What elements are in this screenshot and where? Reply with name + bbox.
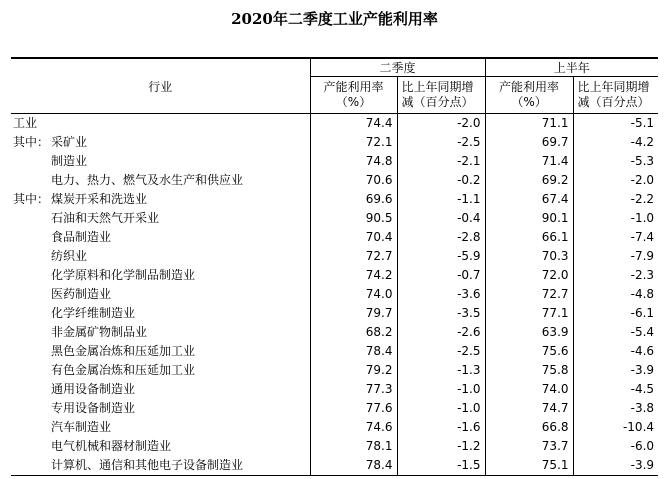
industry-cell xyxy=(11,437,310,456)
industry-cell xyxy=(11,418,310,437)
h1-change-cell: -4.2 xyxy=(630,135,655,149)
h1-rate-cell: 72.0 xyxy=(485,266,573,285)
h1-rate-cell: 75.6 xyxy=(485,342,573,361)
q2-change-cell: -1.2 xyxy=(397,437,485,456)
industry-cell xyxy=(11,209,310,228)
q2-change-cell: -5.9 xyxy=(397,247,485,266)
q2-rate-cell: 74.2 xyxy=(310,266,397,285)
industry-name: 电气机械和器材制造业 xyxy=(51,439,172,453)
h1-change-cell: -5.1 xyxy=(630,116,655,130)
table-row xyxy=(11,133,658,152)
industry-name: 通用设备制造业 xyxy=(51,382,136,396)
industry-name: 化学纤维制造业 xyxy=(51,306,136,320)
h1-change-cell: -3.9 xyxy=(630,363,655,377)
header-h1-change: 比上年同期增 减（百分点） xyxy=(573,77,658,114)
h1-rate-cell: 71.4 xyxy=(485,152,573,171)
q2-rate-cell: 77.6 xyxy=(310,399,397,418)
h1-rate-cell: 69.2 xyxy=(485,171,573,190)
h1-change-cell: -2.0 xyxy=(630,173,655,187)
q2-rate-cell: 72.7 xyxy=(310,247,397,266)
h1-change-cell: -10.4 xyxy=(622,420,655,434)
q2-rate-cell: 68.2 xyxy=(310,323,397,342)
industry-name: 汽车制造业 xyxy=(51,420,112,434)
q2-change-cell: -1.6 xyxy=(397,418,485,437)
h1-change-cell: -3.9 xyxy=(573,456,658,476)
industry-cell xyxy=(11,285,310,304)
industry-cell xyxy=(11,323,310,342)
h1-change-cell: -2.2 xyxy=(630,192,655,206)
q2-rate-cell: 70.6 xyxy=(310,171,397,190)
h1-rate-cell: 69.7 xyxy=(485,133,573,152)
h1-rate-cell: 90.1 xyxy=(485,209,573,228)
h1-change-cell: -4.5 xyxy=(630,382,655,396)
q2-rate-cell: 78.4 xyxy=(310,456,397,476)
industry-cell xyxy=(11,361,310,380)
q2-rate-cell: 74.6 xyxy=(310,418,397,437)
table-row xyxy=(11,456,658,476)
row-prefix: 其中： xyxy=(13,192,50,206)
header-group-q2: 二季度 xyxy=(310,58,485,77)
h1-change-cell: -2.3 xyxy=(630,268,655,282)
q2-rate-cell: 78.1 xyxy=(310,437,397,456)
h1-rate-cell: 75.1 xyxy=(485,456,573,476)
table-row xyxy=(11,209,658,228)
industry-cell xyxy=(11,342,310,361)
industry-name: 制造业 xyxy=(51,154,88,168)
industry-cell xyxy=(11,399,310,418)
table-header xyxy=(11,58,658,114)
q2-rate-cell: 74.0 xyxy=(310,285,397,304)
industry-name: 食品制造业 xyxy=(51,230,112,244)
q2-change-cell: -1.0 xyxy=(397,399,485,418)
capacity-utilization-table xyxy=(11,57,658,476)
industry-name: 化学原料和化学制品制造业 xyxy=(51,268,196,282)
q2-change-cell: -2.1 xyxy=(397,152,485,171)
table-row xyxy=(11,190,658,209)
industry-cell xyxy=(11,247,310,266)
q2-change-cell: -0.4 xyxy=(397,209,485,228)
table-row xyxy=(11,171,658,190)
table-row xyxy=(11,266,658,285)
q2-rate-cell: 78.4 xyxy=(310,342,397,361)
h1-change-cell: -1.0 xyxy=(630,211,655,225)
h1-rate-cell: 73.7 xyxy=(485,437,573,456)
table-row xyxy=(11,114,658,134)
h1-change-cell: -5.3 xyxy=(630,154,655,168)
table-row xyxy=(11,152,658,171)
q2-rate-cell: 77.3 xyxy=(310,380,397,399)
q2-change-cell: -3.6 xyxy=(397,285,485,304)
industry-cell xyxy=(11,114,310,134)
industry-name: 专用设备制造业 xyxy=(51,401,136,415)
table-row xyxy=(11,418,658,437)
table-row xyxy=(11,437,658,456)
table-row xyxy=(11,399,658,418)
h1-change-cell: -4.6 xyxy=(630,344,655,358)
table-row xyxy=(11,323,658,342)
table-body xyxy=(11,114,658,476)
q2-change-cell: -1.1 xyxy=(397,190,485,209)
q2-rate-cell: 74.8 xyxy=(310,152,397,171)
header-q2-rate: 产能利用率 （%） xyxy=(310,77,397,114)
h1-rate-cell: 74.7 xyxy=(485,399,573,418)
industry-cell xyxy=(11,152,310,171)
industry-name: 纺织业 xyxy=(51,249,88,263)
industry-cell xyxy=(11,171,310,190)
q2-change-cell: -2.5 xyxy=(397,342,485,361)
q2-change-cell: -2.8 xyxy=(397,228,485,247)
table-row xyxy=(11,228,658,247)
page-title: 2020年二季度工业产能利用率 xyxy=(231,10,438,28)
industry-cell xyxy=(11,133,310,152)
q2-change-cell: -1.0 xyxy=(397,380,485,399)
h1-change-cell: -3.8 xyxy=(630,401,655,415)
q2-rate-cell: 72.1 xyxy=(310,133,397,152)
industry-name: 医药制造业 xyxy=(51,287,112,301)
q2-change-cell: -2.0 xyxy=(397,114,485,134)
header-group-h1: 上半年 xyxy=(485,58,658,77)
q2-change-cell: -0.7 xyxy=(397,266,485,285)
h1-rate-cell: 71.1 xyxy=(485,114,573,134)
row-prefix: 其中： xyxy=(13,135,50,149)
h1-rate-cell: 74.0 xyxy=(485,380,573,399)
q2-rate-cell: 74.4 xyxy=(310,114,397,134)
header-h1-rate: 产能利用率 （%） xyxy=(485,77,573,114)
industry-cell xyxy=(11,380,310,399)
h1-change-cell: -4.8 xyxy=(630,287,655,301)
industry-cell xyxy=(11,190,310,209)
h1-change-cell: -6.0 xyxy=(630,439,655,453)
table-row xyxy=(11,380,658,399)
q2-rate-cell: 79.2 xyxy=(310,361,397,380)
industry-cell xyxy=(11,304,310,323)
header-q2-change: 比上年同期增 减（百分点） xyxy=(397,77,485,114)
q2-change-cell: -2.5 xyxy=(397,133,485,152)
q2-change-cell: -1.3 xyxy=(397,361,485,380)
industry-cell xyxy=(11,456,310,476)
table-row xyxy=(11,247,658,266)
h1-rate-cell: 75.8 xyxy=(485,361,573,380)
industry-name: 有色金属冶炼和压延加工业 xyxy=(51,363,196,377)
q2-change-cell: -3.5 xyxy=(397,304,485,323)
q2-change-cell: -0.2 xyxy=(397,171,485,190)
q2-change-cell: -2.6 xyxy=(397,323,485,342)
header-industry: 行业 xyxy=(11,58,310,114)
h1-rate-cell: 67.4 xyxy=(485,190,573,209)
q2-change-cell: -1.5 xyxy=(397,456,485,476)
h1-change-cell: -6.1 xyxy=(630,306,655,320)
h1-rate-cell: 66.8 xyxy=(485,418,573,437)
q2-rate-cell: 90.5 xyxy=(310,209,397,228)
industry-name: 电力、热力、燃气及水生产和供应业 xyxy=(51,173,244,187)
table-row xyxy=(11,361,658,380)
industry-name: 石油和天然气开采业 xyxy=(51,211,160,225)
h1-rate-cell: 72.7 xyxy=(485,285,573,304)
h1-change-cell: -5.4 xyxy=(630,325,655,339)
table-row xyxy=(11,285,658,304)
h1-rate-cell: 77.1 xyxy=(485,304,573,323)
table-row xyxy=(11,304,658,323)
industry-cell xyxy=(11,228,310,247)
industry-name: 采矿业 xyxy=(51,135,88,149)
h1-change-cell: -7.4 xyxy=(630,230,655,244)
h1-rate-cell: 66.1 xyxy=(485,228,573,247)
table-row xyxy=(11,342,658,361)
industry-name: 非金属矿物制品业 xyxy=(51,325,148,339)
industry-name: 黑色金属冶炼和压延加工业 xyxy=(51,344,196,358)
industry-name: 工业 xyxy=(13,116,38,130)
h1-change-cell: -7.9 xyxy=(630,249,655,263)
industry-name: 计算机、通信和其他电子设备制造业 xyxy=(51,458,244,472)
q2-rate-cell: 69.6 xyxy=(310,190,397,209)
h1-rate-cell: 70.3 xyxy=(485,247,573,266)
industry-name: 煤炭开采和洗选业 xyxy=(51,192,148,206)
industry-cell xyxy=(11,266,310,285)
q2-rate-cell: 70.4 xyxy=(310,228,397,247)
q2-rate-cell: 79.7 xyxy=(310,304,397,323)
h1-rate-cell: 63.9 xyxy=(485,323,573,342)
